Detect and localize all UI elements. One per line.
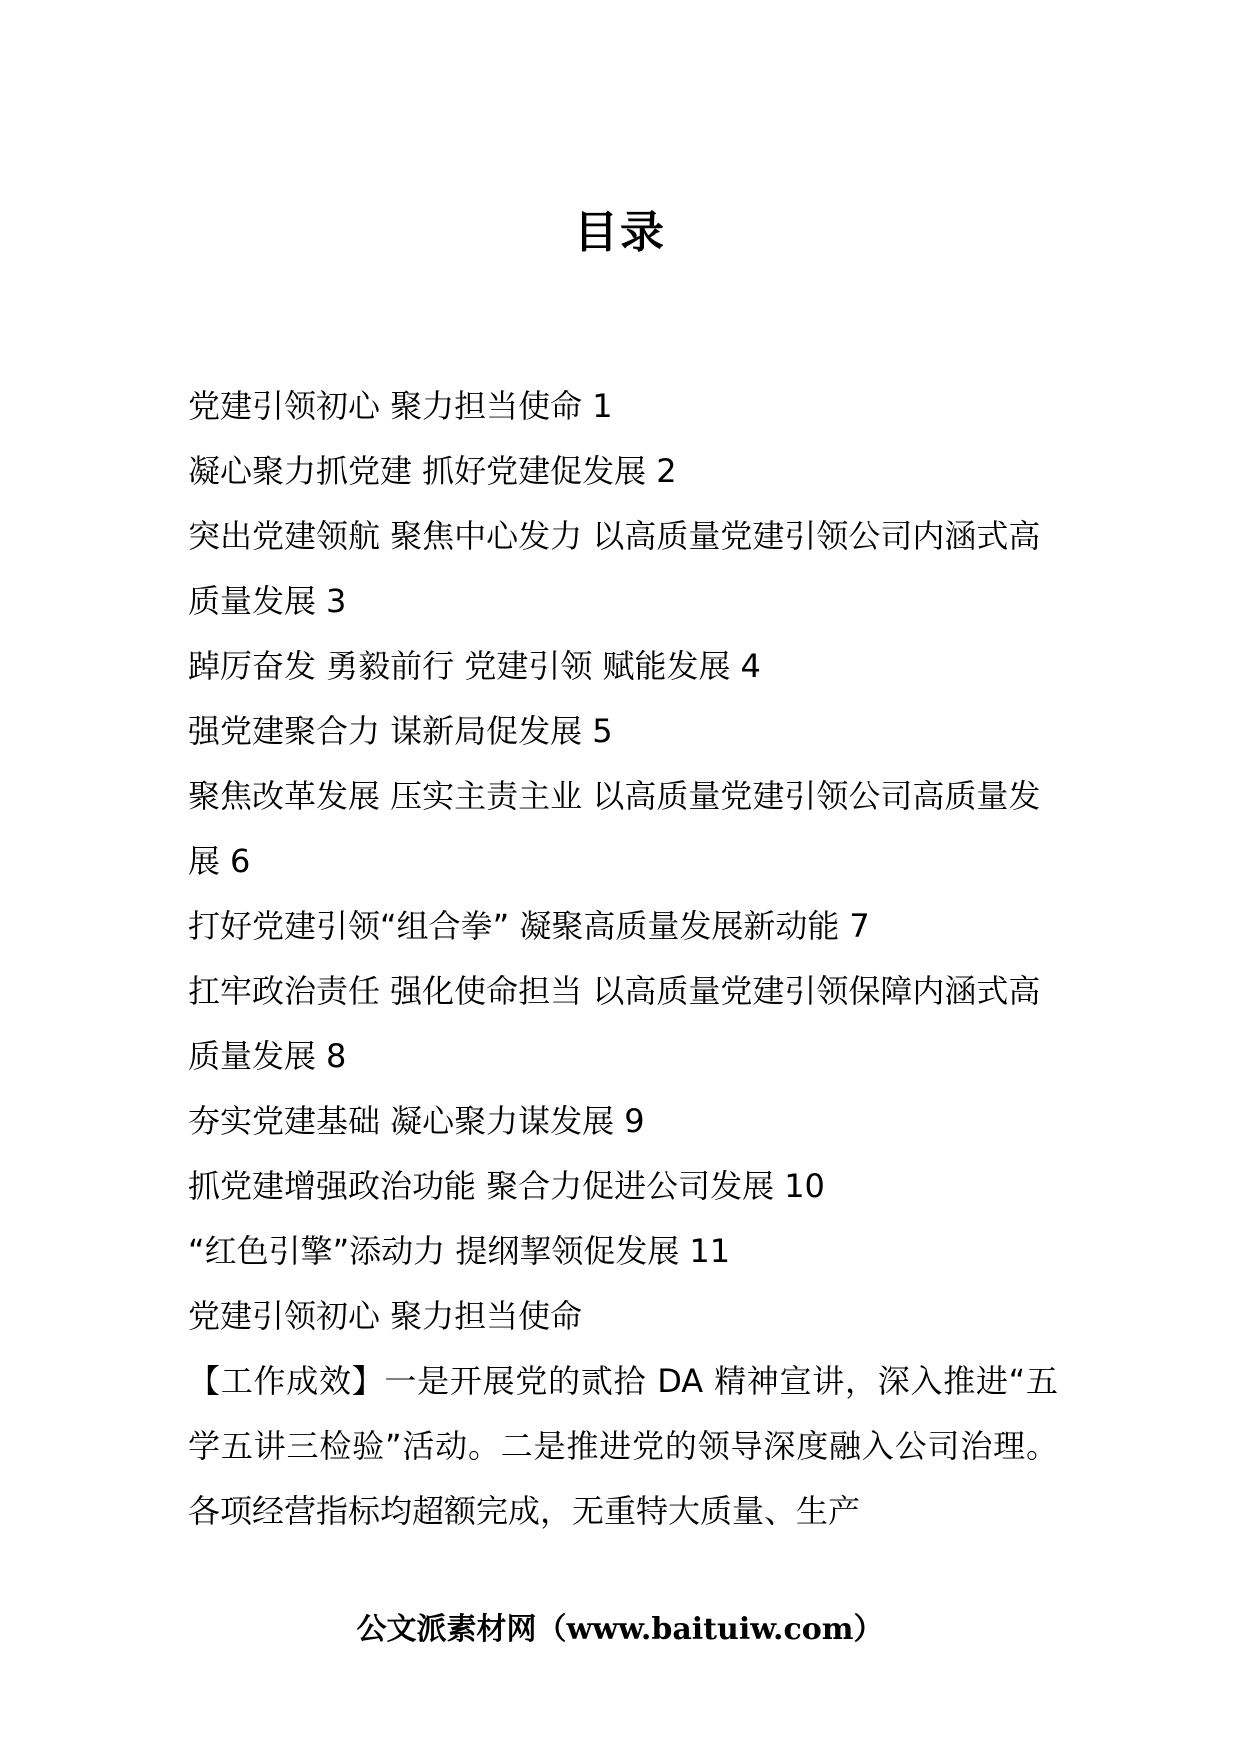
toc-entry-title: 踔厉奋发 勇毅前行 党建引领 赋能发展 <box>188 647 731 685</box>
toc-entry-title: 扛牢政治责任 强化使命担当 以高质量党建引领保障内涵式高质量发展 <box>188 972 1041 1075</box>
toc-entry-page-number: 3 <box>326 582 347 620</box>
footer-watermark: 公文派素材网（www.baituiw.com） <box>356 1612 884 1647</box>
toc-entry-title: 强党建聚合力 谋新局促发展 <box>188 712 583 750</box>
toc-entry-title: 夯实党建基础 凝心聚力谋发展 <box>188 1102 615 1140</box>
toc-entry-page-number: 2 <box>656 452 677 490</box>
toc-entry-title: 聚焦改革发展 压实主责主业 以高质量党建引领公司高质量发展 <box>188 777 1041 880</box>
toc-entry[interactable] <box>188 634 1058 699</box>
toc-entry[interactable] <box>188 764 1058 894</box>
table-of-contents <box>188 374 1058 1284</box>
toc-entry[interactable] <box>188 959 1058 1089</box>
toc-entry-page-number: 10 <box>784 1167 825 1205</box>
toc-entry-page-number: 11 <box>689 1232 731 1270</box>
toc-entry-title: “红色引擎”添动力 提纲挈领促发展 <box>188 1232 680 1270</box>
toc-entry[interactable] <box>188 1089 1058 1154</box>
page-title: 目录 <box>574 207 666 258</box>
toc-entry-title: 党建引领初心 聚力担当使命 <box>188 387 583 425</box>
toc-entry-page-number: 7 <box>849 907 870 945</box>
toc-entry-title: 凝心聚力抓党建 抓好党建促发展 <box>188 452 647 490</box>
toc-entry-page-number: 4 <box>740 647 761 685</box>
body-paragraph: 【工作成效】一是开展党的贰拾 DA 精神宣讲，深入推进“五学五讲三检验”活动。二是推进党的领导深度融入公司治理。各项经营指标均超额完成，无重特大质量、生产 <box>188 1362 1058 1530</box>
toc-entry[interactable] <box>188 1154 1058 1219</box>
section-heading: 党建引领初心 聚力担当使命 <box>188 1297 583 1335</box>
toc-entry[interactable] <box>188 439 1058 504</box>
toc-entry-page-number: 5 <box>592 712 613 750</box>
toc-entry[interactable] <box>188 699 1058 764</box>
toc-entry-title: 打好党建引领“组合拳” 凝聚高质量发展新动能 <box>188 907 840 945</box>
document-content <box>188 374 1058 1544</box>
toc-entry-title: 突出党建领航 聚焦中心发力 以高质量党建引领公司内涵式高质量发展 <box>188 517 1041 620</box>
toc-entry[interactable] <box>188 374 1058 439</box>
toc-entry-title: 抓党建增强政治功能 聚合力促进公司发展 <box>188 1167 775 1205</box>
toc-entry-page-number: 6 <box>230 842 251 880</box>
toc-entry-page-number: 1 <box>592 387 613 425</box>
toc-entry[interactable] <box>188 1219 1058 1284</box>
toc-entry[interactable] <box>188 504 1058 634</box>
toc-entry-page-number: 8 <box>326 1037 347 1075</box>
toc-entry[interactable] <box>188 894 1058 959</box>
toc-entry-page-number: 9 <box>624 1102 645 1140</box>
